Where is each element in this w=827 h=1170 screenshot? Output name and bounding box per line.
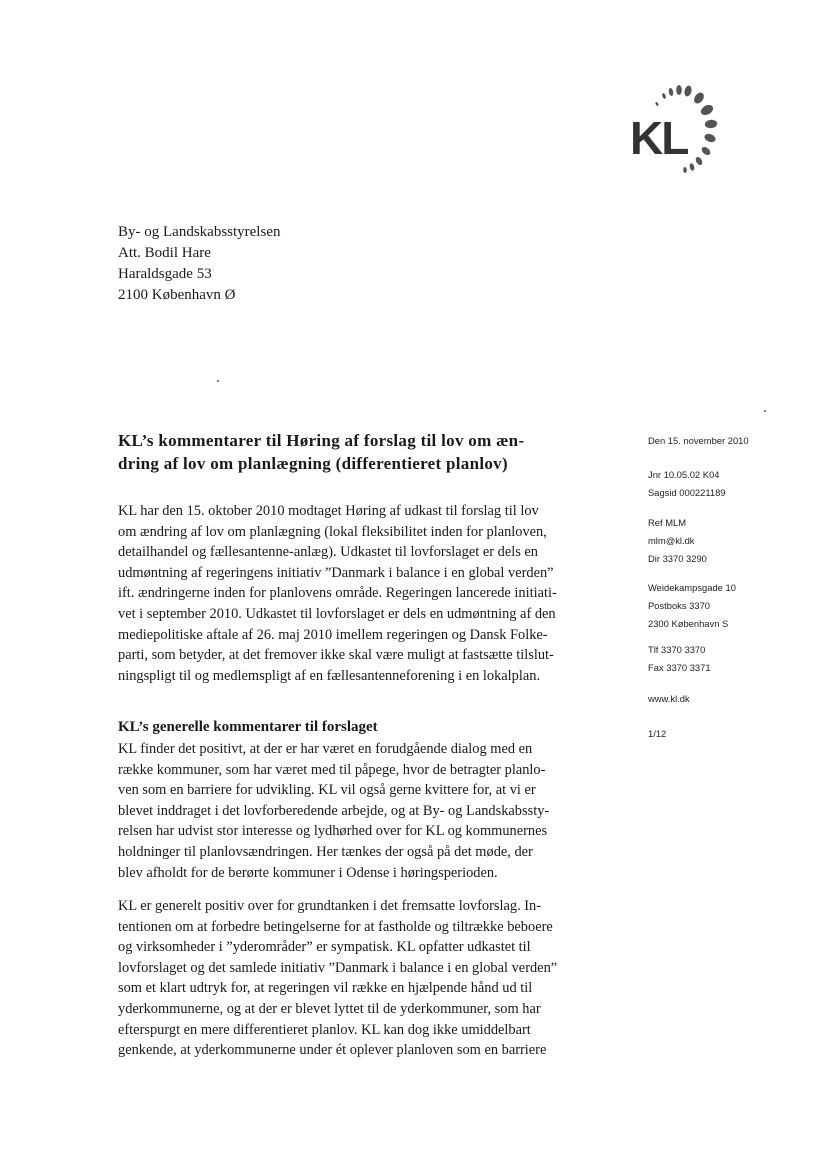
website-link[interactable]: www.kl.dk bbox=[648, 693, 690, 704]
case-id: Sagsid 000221189 bbox=[648, 487, 726, 498]
fax-number: Fax 3370 3371 bbox=[648, 662, 711, 673]
text-line: og virksomheder i ”yderområder” er sympatisk. KL opfatter udkastet til bbox=[118, 939, 531, 956]
text-line: som et klart udtryk for, at regeringen vil række en hjælpende hånd ud til bbox=[118, 980, 533, 997]
address-line: By- og Landskabsstyrelsen bbox=[118, 224, 281, 240]
phone-number: Tlf 3370 3370 bbox=[648, 644, 706, 655]
text-line: efterspurgt en mere differentieret planlov. KL kan dog ikke umiddelbart bbox=[118, 1021, 531, 1038]
paragraph-intro bbox=[118, 501, 618, 686]
direct-phone: Dir 3370 3290 bbox=[648, 553, 707, 564]
recipient-address bbox=[118, 222, 280, 306]
street-address: Weidekampsgade 10 bbox=[648, 582, 736, 593]
scan-speck bbox=[217, 380, 219, 382]
paragraph-positive-view bbox=[118, 896, 618, 1061]
text-line: ift. ændringerne inden for planlovens område. Regeringen lancerede initiati- bbox=[118, 585, 557, 602]
text-line: tentionen om at forbedre betingelserne for at fastholde og tiltrække beboere bbox=[118, 918, 553, 935]
text-line: relsen har udvist stor interesse og lydhørhed over for KL og kommunernes bbox=[118, 823, 548, 840]
text-line: ningspligt til og medlemspligt af en fællesantenneforening i en lokalplan. bbox=[118, 667, 541, 684]
text-line: holdninger til planlovsændringen. Her tænkes der også på det møde, der bbox=[118, 843, 533, 860]
address-line: 2100 København Ø bbox=[118, 287, 236, 303]
title-line: dring af lov om planlægning (differentieret planlov) bbox=[118, 454, 508, 473]
page-number: 1/12 bbox=[648, 728, 667, 739]
text-line: detailhandel og fællesantenne-anlæg). Udkastet til lovforslaget er dels en bbox=[118, 544, 538, 561]
paragraph-general-comments bbox=[118, 739, 618, 883]
text-line: lovforslaget og det samlede initiativ ”Danmark i balance i en global verden” bbox=[118, 959, 558, 976]
journal-number: Jnr 10.05.02 K04 bbox=[648, 469, 720, 480]
kl-logo-text: KL bbox=[630, 112, 688, 164]
text-line: KL er generelt positiv over for grundtanken i det fremsatte lovforslag. In- bbox=[118, 898, 542, 914]
text-line: ven som en barriere for udvikling. KL vil også gerne kvittere for, at vi er bbox=[118, 782, 536, 799]
text-line: om ændring af lov om planlægning (lokal fleksibilitet inden for planloven, bbox=[118, 523, 547, 540]
kl-logo bbox=[624, 82, 744, 182]
letter-date: Den 15. november 2010 bbox=[648, 435, 749, 446]
text-line: parti, som betyder, at det fremover ikke skal være muligt at fastsætte tilslut- bbox=[118, 647, 554, 664]
text-line: KL har den 15. oktober 2010 modtaget Høring af udkast til forslag til lov bbox=[118, 503, 539, 519]
reference: Ref MLM bbox=[648, 517, 687, 528]
address-line: Haraldsgade 53 bbox=[118, 266, 212, 282]
text-line: yderkommunerne, og at der er blevet lyttet til de yderkommuner, som har bbox=[118, 1000, 541, 1017]
postal-city: 2300 København S bbox=[648, 618, 729, 629]
text-line: blev afholdt for de berørte kommuner i Odense i høringsperioden. bbox=[118, 864, 498, 881]
address-line: Att. Bodil Hare bbox=[118, 245, 211, 261]
scan-speck bbox=[764, 410, 766, 412]
text-line: blevet inddraget i det lovforberedende arbejde, og at By- og Landskabssty- bbox=[118, 802, 550, 819]
section-heading: KL’s generelle kommentarer til forslaget bbox=[118, 719, 378, 735]
title-line: KL’s kommentarer til Høring af forslag til lov om æn- bbox=[118, 431, 525, 450]
document-title bbox=[118, 429, 598, 475]
text-line: vet i september 2010. Udkastet til lovforslaget er dels en udmøntning af den bbox=[118, 605, 556, 622]
text-line: udmøntning af regeringens initiativ ”Danmark i balance i en global verden” bbox=[118, 564, 554, 581]
text-line: mediepolitiske aftale af 26. maj 2010 imellem regeringen og Dansk Folke- bbox=[118, 626, 548, 643]
text-line: KL finder det positivt, at der er har været en forudgående dialog med en bbox=[118, 741, 533, 757]
text-line: genkende, at yderkommunerne under ét oplever planloven som en barriere bbox=[118, 1042, 547, 1059]
text-line: række kommuner, som har været med til påpege, hvor de betragter planlo- bbox=[118, 761, 546, 778]
contact-email[interactable]: mlm@kl.dk bbox=[648, 535, 695, 546]
kl-logo-mark bbox=[624, 82, 744, 182]
postbox: Postboks 3370 bbox=[648, 600, 711, 611]
